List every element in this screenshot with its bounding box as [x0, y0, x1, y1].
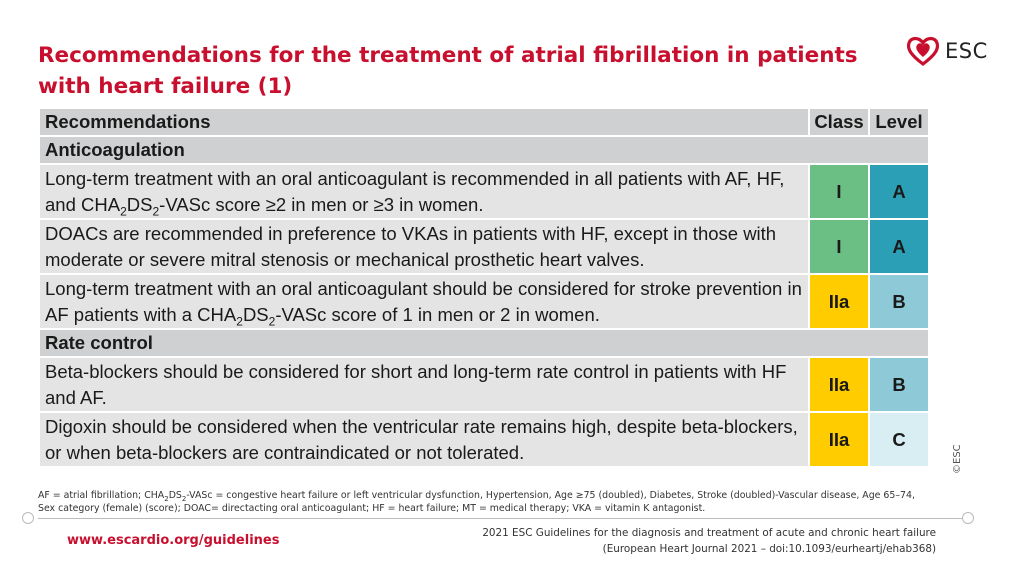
table-row — [39, 357, 929, 412]
divider-right-dot — [962, 512, 974, 524]
recommendation-text: Long-term treatment with an oral anticoagulant should be considered for stroke prevention in AF patients with a $CHA_2DS_2$-VASc score of 1 in men or 2 in women. — [39, 274, 809, 329]
header-class: Class — [809, 108, 869, 136]
footer-divider — [38, 518, 968, 519]
section-title: Anticoagulation — [39, 136, 929, 164]
table-row — [39, 164, 929, 219]
table-row — [39, 274, 929, 329]
level-badge: A — [869, 219, 929, 274]
recommendation-text: DOACs are recommended in preference to VKAs in patients with HF, except in those with moderate or severe mitral stenosis or mechanical prosthetic heart valves. — [39, 219, 809, 274]
class-badge: IIa — [809, 274, 869, 329]
header-recommendations: Recommendations — [39, 108, 809, 136]
recommendation-text: Long-term treatment with an oral anticoagulant is recommended in all patients with AF, HF, and $CHA_2DS_2$-VASc score ≥2 in men or ≥3 in women. — [39, 164, 809, 219]
guidelines-link[interactable]: www.escardio.org/guidelines — [67, 533, 280, 548]
level-badge: A — [869, 164, 929, 219]
class-badge: IIa — [809, 412, 869, 467]
recommendation-text: Digoxin should be considered when the ventricular rate remains high, despite beta-blockers, or when beta-blockers are contraindicated or not tolerated. — [39, 412, 809, 467]
section-row-anticoagulation — [39, 136, 929, 164]
class-badge: I — [809, 219, 869, 274]
level-badge: C — [869, 412, 929, 467]
page-title: Recommendations for the treatment of atrial fibrillation in patients with heart failure (1) — [38, 43, 858, 99]
recommendations-table — [38, 107, 930, 468]
table-row — [39, 219, 929, 274]
reference-citation: 2021 ESC Guidelines for the diagnosis and treatment of acute and chronic heart failure (European Heart Journal 2021 – doi:10.1093/eurheartj/ehab368) — [482, 527, 936, 555]
divider-left-dot — [22, 512, 34, 524]
class-badge: IIa — [809, 357, 869, 412]
table-header-row — [39, 108, 929, 136]
esc-logo — [906, 35, 988, 67]
section-row-rate-control — [39, 329, 929, 357]
class-badge: I — [809, 164, 869, 219]
heart-icon — [906, 35, 940, 67]
footnote: AF = atrial fibrillation; $CHA_2DS_2$-VASc = congestive heart failure or left ventricular dysfunction, Hypertension, Age ≥75 (doubled), Diabetes, Stroke (doubled)-Vascular disease, Age 65–74, Sex category (female) (score); DOAC= directacting oral anticoagulant; HF = heart failure; MT = medical therapy; VKA = vitamin K antagonist. — [38, 490, 915, 514]
level-badge: B — [869, 274, 929, 329]
level-badge: B — [869, 357, 929, 412]
logo-text: ESC — [945, 39, 988, 63]
recommendation-text: Beta-blockers should be considered for short and long-term rate control in patients with HF and AF. — [39, 357, 809, 412]
side-copyright: ©ESC — [952, 444, 963, 474]
section-title: Rate control — [39, 329, 929, 357]
header-level: Level — [869, 108, 929, 136]
table-row — [39, 412, 929, 467]
